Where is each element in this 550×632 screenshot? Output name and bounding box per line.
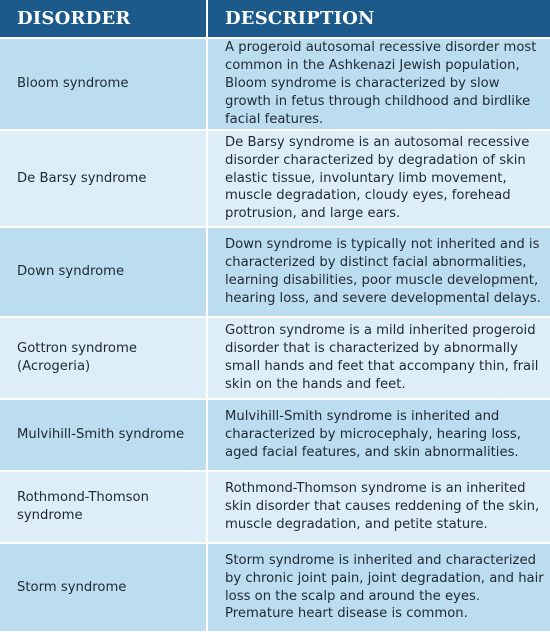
table-row — [0, 38, 550, 130]
description-cell: Mulvihill-Smith syndrome is inherited and characterized by microcephaly, hearing loss, aged facial features, and skin abnormalities. — [207, 399, 550, 471]
table-row — [0, 130, 550, 227]
disorder-cell: Gottron syndrome (Acrogeria) — [0, 317, 207, 399]
description-cell: A progeroid autosomal recessive disorder most common in the Ashkenazi Jewish population, Bloom syndrome is characterized by slow growth in fetus through childhood and birdlike facial features. — [207, 38, 550, 130]
table-row — [0, 227, 550, 317]
description-cell: Storm syndrome is inherited and characterized by chronic joint pain, joint degradation, and hair loss on the scalp and around the eyes. Premature heart disease is common. — [207, 543, 550, 631]
table-row — [0, 543, 550, 631]
table-row — [0, 317, 550, 399]
description-cell: Rothmond-Thomson syndrome is an inherited skin disorder that causes reddening of the skin, muscle degradation, and petite stature. — [207, 471, 550, 543]
disorder-cell: De Barsy syndrome — [0, 130, 207, 227]
disorder-cell: Storm syndrome — [0, 543, 207, 631]
disorder-cell: Mulvihill-Smith syndrome — [0, 399, 207, 471]
table-row — [0, 471, 550, 543]
disorder-cell: Down syndrome — [0, 227, 207, 317]
column-header-description: DESCRIPTION — [207, 0, 550, 38]
description-cell: De Barsy syndrome is an autosomal recessive disorder characterized by degradation of skin elastic tissue, involuntary limb movement, muscle degradation, cloudy eyes, forehead protrusion, and large ears. — [207, 130, 550, 227]
disorder-cell: Rothmond-Thomson syndrome — [0, 471, 207, 543]
table-row — [0, 399, 550, 471]
disorder-cell: Bloom syndrome — [0, 38, 207, 130]
description-cell: Gottron syndrome is a mild inherited progeroid disorder that is characterized by abnormally small hands and feet that accompany thin, frail skin on the hands and feet. — [207, 317, 550, 399]
description-cell: Down syndrome is typically not inherited and is characterized by distinct facial abnormalities, learning disabilities, poor muscle development, hearing loss, and severe developmental delays. — [207, 227, 550, 317]
column-header-disorder: DISORDER — [0, 0, 207, 38]
header-row — [0, 0, 550, 38]
